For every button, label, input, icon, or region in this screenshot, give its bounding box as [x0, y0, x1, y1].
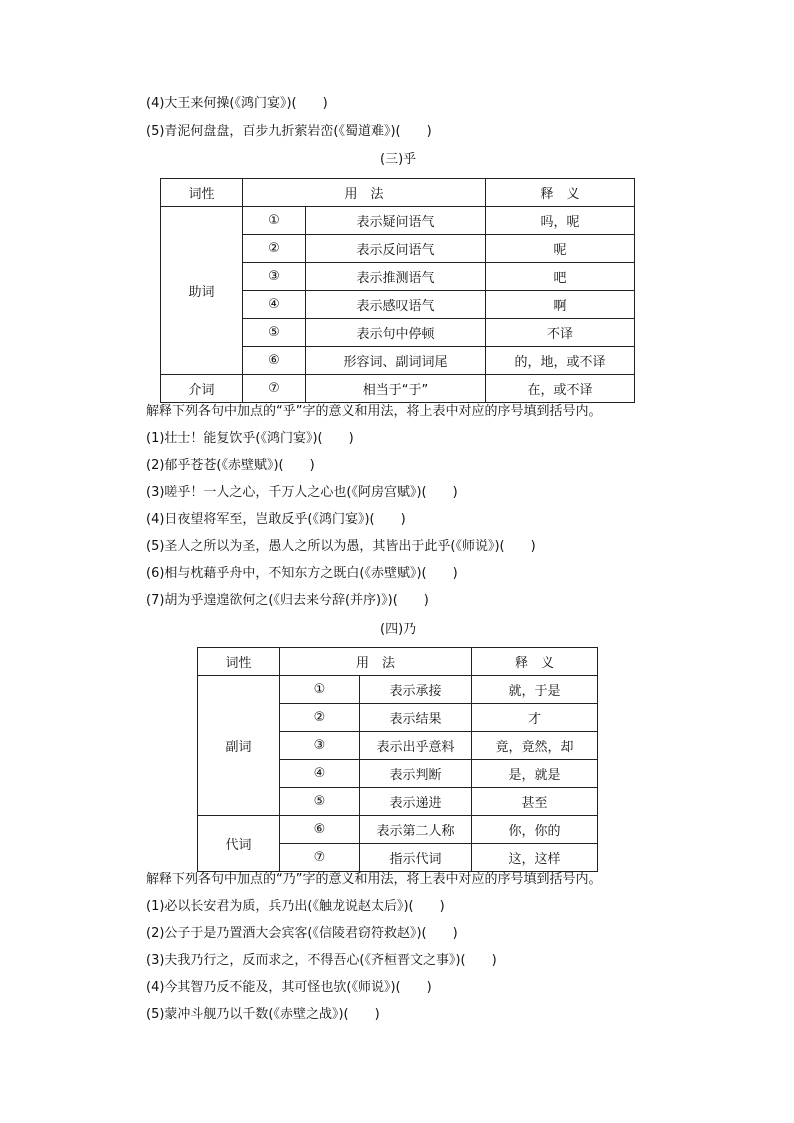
- usage-cell: 表示反问语气: [306, 235, 486, 263]
- section-heading-hu: (三)乎: [380, 152, 417, 167]
- question-line: (2)郁乎苍苍(《赤壁赋》)( ): [146, 458, 315, 473]
- question-line: (4)日夜望将军至，岂敢反乎(《鸿门宴》)( ): [146, 512, 406, 527]
- num-cell: ③: [280, 732, 360, 760]
- question-line: (4)今其智乃反不能及，其可怪也欤(《师说》)( ): [146, 980, 432, 995]
- table-row: [161, 207, 635, 235]
- meaning-cell: 的，地，或不译: [486, 347, 635, 375]
- header-meaning: 释 义: [472, 648, 598, 676]
- pos-cell: 代词: [198, 816, 280, 872]
- usage-cell: 表示感叹语气: [306, 291, 486, 319]
- question-line: (5)圣人之所以为圣，愚人之所以为愚，其皆出于此乎(《师说》)( ): [146, 539, 536, 554]
- usage-cell: 表示疑问语气: [306, 207, 486, 235]
- table-row: [161, 375, 635, 403]
- table-row: [198, 676, 598, 704]
- num-cell: ①: [280, 676, 360, 704]
- question-line: (1)必以长安君为质，兵乃出(《触龙说赵太后》)( ): [146, 899, 445, 914]
- usage-cell: 指示代词: [360, 844, 472, 872]
- instruction-text: 解释下列各句中加点的“乎”字的意义和用法，将上表中对应的序号填到括号内。: [146, 404, 602, 419]
- meaning-cell: 竟，竟然，却: [472, 732, 598, 760]
- question-line: (3)夫我乃行之，反而求之，不得吾心(《齐桓晋文之事》)( ): [146, 953, 497, 968]
- num-cell: ②: [243, 235, 306, 263]
- meaning-cell: 呢: [486, 235, 635, 263]
- num-cell: ④: [280, 760, 360, 788]
- question-line: (5)青泥何盘盘，百步九折萦岩峦(《蜀道难》)( ): [146, 124, 432, 139]
- header-pos: 词性: [161, 179, 243, 207]
- question-line: (2)公子于是乃置酒大会宾客(《信陵君窃符救赵》)( ): [146, 926, 458, 941]
- question-line: (6)相与枕藉乎舟中，不知东方之既白(《赤壁赋》)( ): [146, 566, 458, 581]
- num-cell: ③: [243, 263, 306, 291]
- pos-cell: 介词: [161, 375, 243, 403]
- usage-cell: 表示推测语气: [306, 263, 486, 291]
- table-header-row: [198, 648, 598, 676]
- meaning-cell: 甚至: [472, 788, 598, 816]
- meaning-cell: 这，这样: [472, 844, 598, 872]
- question-line: (5)蒙冲斗舰乃以千数(《赤壁之战》)( ): [146, 1007, 380, 1022]
- usage-cell: 表示句中停顿: [306, 319, 486, 347]
- num-cell: ⑤: [243, 319, 306, 347]
- header-usage: 用 法: [280, 648, 472, 676]
- header-usage: 用 法: [243, 179, 486, 207]
- meaning-cell: 你，你的: [472, 816, 598, 844]
- meaning-cell: 不译: [486, 319, 635, 347]
- question-line: (7)胡为乎遑遑欲何之(《归去来兮辞(并序)》)( ): [146, 593, 429, 608]
- pos-cell: 副词: [198, 676, 280, 816]
- usage-table-nai: [197, 647, 598, 872]
- num-cell: ⑥: [243, 347, 306, 375]
- meaning-cell: 是，就是: [472, 760, 598, 788]
- num-cell: ⑦: [280, 844, 360, 872]
- meaning-cell: 吗，呢: [486, 207, 635, 235]
- section-heading-nai: (四)乃: [380, 622, 417, 637]
- header-pos: 词性: [198, 648, 280, 676]
- num-cell: ⑦: [243, 375, 306, 403]
- num-cell: ⑥: [280, 816, 360, 844]
- question-line: (3)嗟乎！一人之心，千万人之心也(《阿房宫赋》)( ): [146, 485, 458, 500]
- usage-cell: 表示递进: [360, 788, 472, 816]
- usage-table-hu: [160, 178, 635, 403]
- num-cell: ②: [280, 704, 360, 732]
- num-cell: ①: [243, 207, 306, 235]
- meaning-cell: 就，于是: [472, 676, 598, 704]
- usage-cell: 表示第二人称: [360, 816, 472, 844]
- usage-cell: 相当于“于”: [306, 375, 486, 403]
- question-line: (4)大王来何操(《鸿门宴》)( ): [146, 96, 328, 111]
- usage-cell: 表示结果: [360, 704, 472, 732]
- usage-cell: 表示判断: [360, 760, 472, 788]
- meaning-cell: 啊: [486, 291, 635, 319]
- header-meaning: 释 义: [486, 179, 635, 207]
- num-cell: ④: [243, 291, 306, 319]
- pos-cell: 助词: [161, 207, 243, 375]
- meaning-cell: 吧: [486, 263, 635, 291]
- usage-cell: 表示承接: [360, 676, 472, 704]
- table-row: [198, 816, 598, 844]
- usage-cell: 形容词、副词词尾: [306, 347, 486, 375]
- meaning-cell: 才: [472, 704, 598, 732]
- meaning-cell: 在，或不译: [486, 375, 635, 403]
- table-header-row: [161, 179, 635, 207]
- instruction-text: 解释下列各句中加点的“乃”字的意义和用法，将上表中对应的序号填到括号内。: [146, 872, 602, 887]
- num-cell: ⑤: [280, 788, 360, 816]
- question-line: (1)壮士！能复饮乎(《鸿门宴》)( ): [146, 431, 354, 446]
- usage-cell: 表示出乎意料: [360, 732, 472, 760]
